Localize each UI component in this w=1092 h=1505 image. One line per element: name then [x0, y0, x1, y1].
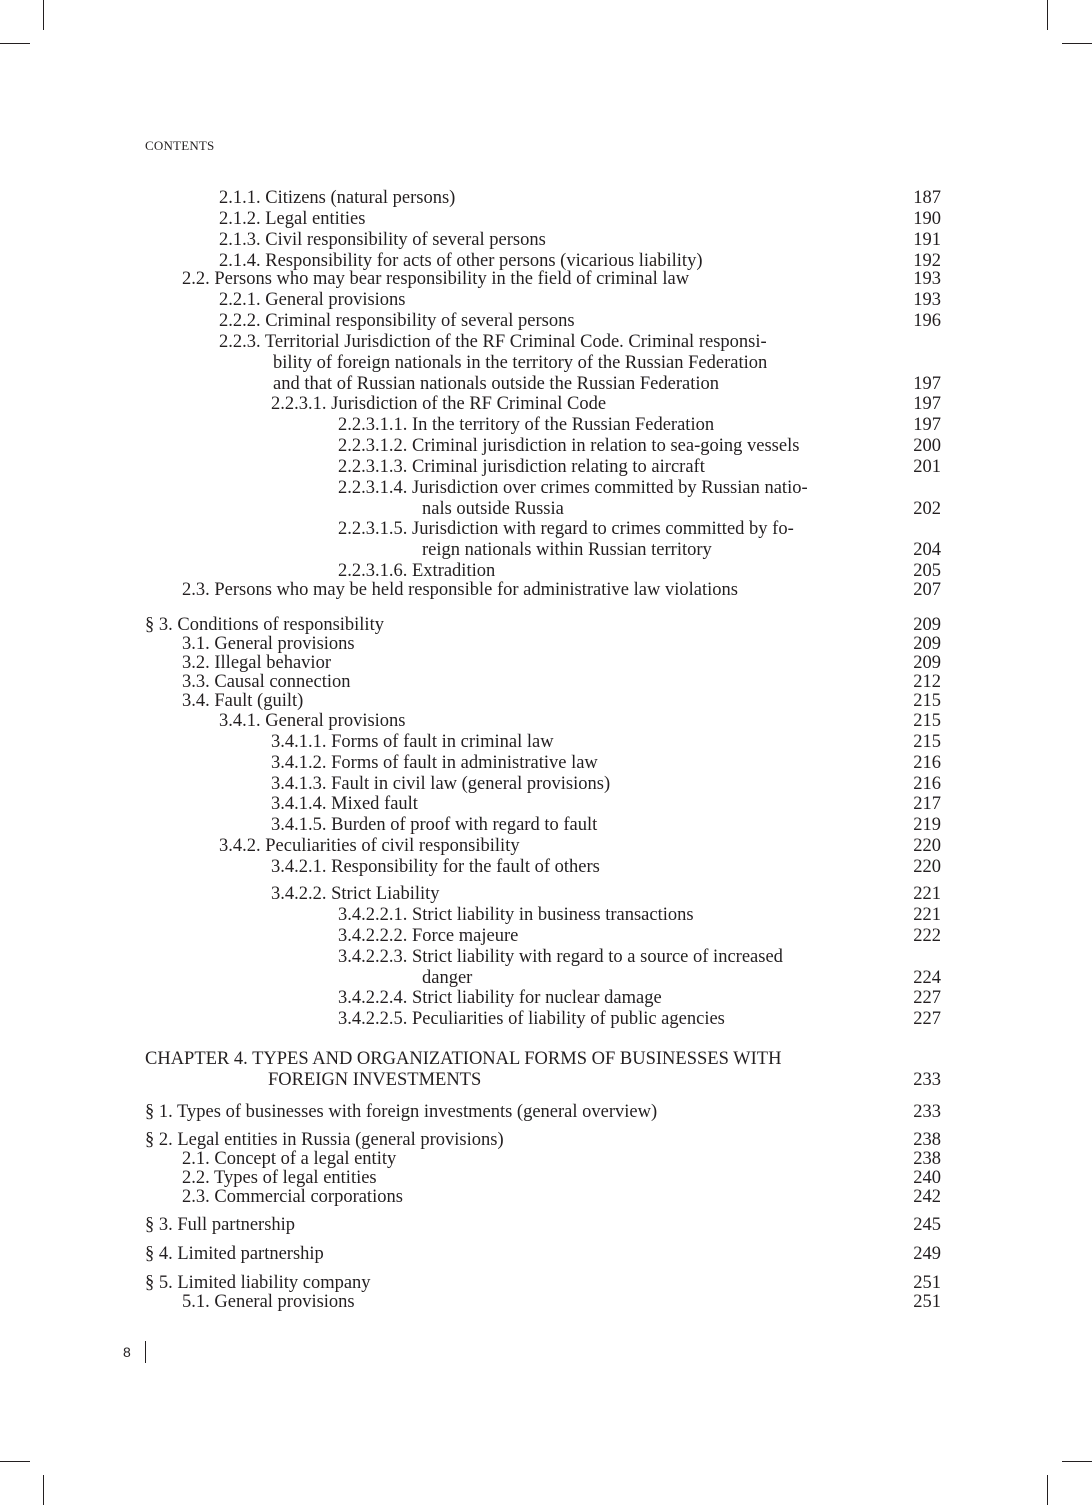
toc-page-number: 197 — [913, 374, 941, 394]
toc-entry-title: 2.2.3.1.6. Extradition — [338, 561, 496, 581]
toc-page-number: 245 — [913, 1215, 941, 1235]
toc-entry-title-continuation: nals outside Russia — [422, 499, 564, 519]
toc-page-number: 249 — [913, 1244, 941, 1264]
toc-page-number: 251 — [913, 1273, 941, 1293]
toc-entry-title: 5.1. General provisions — [182, 1292, 355, 1312]
folio-rule — [145, 1341, 146, 1363]
toc-entry-title: 2.2.2. Criminal responsibility of several persons — [219, 311, 575, 331]
toc-entry-title: 2.2.3.1.1. In the territory of the Russian Federation — [338, 415, 715, 435]
toc-entry-title: § 3. Full partnership — [145, 1215, 296, 1235]
toc-entry-title-continuation: danger — [422, 968, 473, 988]
toc-entry-title: 2.1.1. Citizens (natural persons) — [219, 188, 456, 208]
toc-page-number: 224 — [913, 968, 941, 988]
toc-entry-title: 2.2.3. Territorial Jurisdiction of the RF Criminal Code. Criminal responsi- — [219, 332, 767, 352]
toc-entry-title: 3.4.2. Peculiarities of civil responsibility — [219, 836, 520, 856]
toc-entry-title: 3.4.2.2.1. Strict liability in business transactions — [338, 905, 694, 925]
running-head: CONTENTS — [145, 138, 215, 153]
toc-page-number: 201 — [913, 457, 941, 477]
toc-entry-title: § 3. Conditions of responsibility — [145, 615, 384, 635]
toc-page-number: 238 — [913, 1149, 941, 1169]
toc-entry-title: 3.4.1.3. Fault in civil law (general provisions) — [271, 774, 611, 794]
toc-page-number: 191 — [913, 230, 941, 250]
toc-page-number: 193 — [913, 269, 941, 289]
toc-entry-title: 3.4.2.2.2. Force majeure — [338, 926, 519, 946]
toc-page-number: 204 — [913, 540, 941, 560]
toc-page-number: 202 — [913, 499, 941, 519]
toc-entry-title: 3.3. Causal connection — [182, 672, 351, 692]
toc-entry-title: 2.1. Concept of a legal entity — [182, 1149, 397, 1169]
toc-entry-title: 3.4.2.2.5. Peculiarities of liability of public agencies — [338, 1009, 725, 1029]
toc-page-number: 216 — [913, 753, 941, 773]
toc-page-number: 197 — [913, 394, 941, 414]
toc-page-number: 190 — [913, 209, 941, 229]
toc-page-number: 215 — [913, 732, 941, 752]
toc-page-number: 227 — [913, 988, 941, 1008]
toc-entry-title: 2.2.3.1.4. Jurisdiction over crimes committed by Russian natio- — [338, 478, 808, 498]
toc-page-number: 196 — [913, 311, 941, 331]
toc-page-number: 215 — [913, 711, 941, 731]
toc-entry-title: 3.2. Illegal behavior — [182, 653, 331, 673]
toc-page-number: 219 — [913, 815, 941, 835]
toc-entry-title: 3.4.2.1. Responsibility for the fault of others — [271, 857, 600, 877]
toc-entry-title: 2.1.2. Legal entities — [219, 209, 366, 229]
toc-page-number: 209 — [913, 653, 941, 673]
toc-page-number: 209 — [913, 634, 941, 654]
toc-entry-title: 2.2.3.1. Jurisdiction of the RF Criminal Code — [271, 394, 607, 414]
toc-entry-title: 2.2. Persons who may bear responsibility in the field of criminal law — [182, 269, 690, 289]
toc-page-number: 207 — [913, 580, 941, 600]
toc-entry-title: 3.4.2.2.3. Strict liability with regard to a source of increased — [338, 947, 783, 967]
toc-page-number: 200 — [913, 436, 941, 456]
toc-page-number: 221 — [913, 884, 941, 904]
toc-page-number: 193 — [913, 290, 941, 310]
toc-entry-title: 3.4. Fault (guilt) — [182, 691, 304, 711]
toc-entry-title: 3.1. General provisions — [182, 634, 355, 654]
toc-entry-title: 3.4.1.2. Forms of fault in administrative law — [271, 753, 598, 773]
toc-page-number: 215 — [913, 691, 941, 711]
toc-page-number: 205 — [913, 561, 941, 581]
toc-entry-title: 2.2. Types of legal entities — [182, 1168, 377, 1188]
toc-page-number: 233 — [913, 1070, 941, 1090]
toc-entry-title: 2.3. Commercial corporations — [182, 1187, 403, 1207]
toc-page-number: 217 — [913, 794, 941, 814]
toc-entry-title: § 2. Legal entities in Russia (general provisions) — [145, 1130, 504, 1150]
toc-entry-title: 3.4.1.4. Mixed fault — [271, 794, 418, 814]
toc-page-number: 187 — [913, 188, 941, 208]
toc-entry-title: 2.1.4. Responsibility for acts of other persons (vicarious liability) — [219, 251, 703, 271]
toc-entry-title: § 5. Limited liability company — [145, 1273, 371, 1293]
toc-entry-title: 2.2.3.1.5. Jurisdiction with regard to crimes committed by fo- — [338, 519, 794, 539]
toc-entry-title: 2.2.3.1.2. Criminal jurisdiction in relation to sea-going vessels — [338, 436, 800, 456]
toc-entry-title: 3.4.1. General provisions — [219, 711, 406, 731]
toc-entry-title-continuation: reign nationals within Russian territory — [422, 540, 712, 560]
toc-entry-title: 2.2.3.1.3. Criminal jurisdiction relating to aircraft — [338, 457, 705, 477]
toc-entry-title: 3.4.2.2.4. Strict liability for nuclear damage — [338, 988, 662, 1008]
toc-entry-title-continuation: FOREIGN INVESTMENTS — [268, 1070, 482, 1090]
toc-entry-title-continuation: bility of foreign nationals in the territory of the Russian Federation — [273, 353, 768, 373]
toc-page-number: 242 — [913, 1187, 941, 1207]
toc-entry-title-continuation: and that of Russian nationals outside the Russian Federation — [273, 374, 719, 394]
toc-page-number: 227 — [913, 1009, 941, 1029]
toc-page-number: 221 — [913, 905, 941, 925]
toc-entry-title: CHAPTER 4. TYPES AND ORGANIZATIONAL FORMS OF BUSINESSES WITH — [145, 1049, 782, 1069]
toc-page-number: 222 — [913, 926, 941, 946]
toc-page-number: 238 — [913, 1130, 941, 1150]
toc-entry-title: 2.1.3. Civil responsibility of several persons — [219, 230, 546, 250]
toc-entry-title: 2.2.1. General provisions — [219, 290, 406, 310]
toc-page-number: 240 — [913, 1168, 941, 1188]
toc-entry-title: 2.3. Persons who may be held responsible for administrative law violations — [182, 580, 738, 600]
toc-entry-title: 3.4.1.1. Forms of fault in criminal law — [271, 732, 554, 752]
toc-page-number: 220 — [913, 857, 941, 877]
toc-entry-title: § 1. Types of businesses with foreign investments (general overview) — [145, 1102, 658, 1122]
toc-page-number: 212 — [913, 672, 941, 692]
toc-entry-title: 3.4.1.5. Burden of proof with regard to fault — [271, 815, 598, 835]
toc-page-number: 251 — [913, 1292, 941, 1312]
toc-page-number: 197 — [913, 415, 941, 435]
toc-page-number: 220 — [913, 836, 941, 856]
toc-page-number: 209 — [913, 615, 941, 635]
toc-page-number: 192 — [913, 251, 941, 271]
page-number: 8 — [123, 1344, 131, 1360]
toc-entry-title: 3.4.2.2. Strict Liability — [271, 884, 440, 904]
toc-page-number: 233 — [913, 1102, 941, 1122]
toc-entry-title: § 4. Limited partnership — [145, 1244, 324, 1264]
toc-page-number: 216 — [913, 774, 941, 794]
